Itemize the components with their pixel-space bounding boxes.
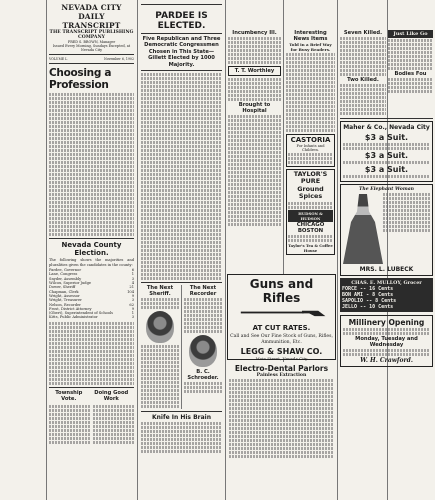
result-majority: 1 [131, 272, 134, 277]
interesting-news-heading: Interesting News Items [293, 30, 328, 42]
dental-ad-title: Electro-Dental Parlors [234, 364, 329, 373]
dental-ad-sub: Painless Extraction [256, 373, 307, 378]
result-majority: 6 [131, 268, 134, 273]
millinery-opening-ad [340, 315, 433, 367]
result-majority: 9 [131, 293, 134, 298]
column-1 [46, 0, 137, 500]
result-office: Wilcox, Superior Judge [49, 281, 91, 286]
castoria-ad [286, 134, 335, 167]
maher-suit-ad [340, 121, 433, 182]
result-majority: 21 [129, 285, 134, 290]
pardee-subhead: Five Republican and Three Democratic Congressmen Chosen in This State—Gillett Elected by 1000 Majority. [142, 36, 221, 68]
schroeder-name: B. C. Schroeder. [187, 369, 219, 382]
headline-pardee-elected: PARDEE IS ELECTED. [155, 11, 208, 31]
worthley-box: T. T. Worthley [228, 66, 281, 76]
result-office: Kitts, Public Administrator [49, 315, 98, 320]
result-office: Frost, District Attorney [49, 306, 92, 311]
taylor-spice-title: TAYLOR'S PURE Ground Spices [293, 170, 328, 201]
result-row [49, 315, 134, 319]
result-majority: 9 [131, 306, 134, 311]
result-majority: 4 [131, 281, 134, 286]
just-like-heading: Just Like Go [388, 30, 433, 38]
castoria-title: CASTORIA [290, 136, 331, 144]
result-majority: 3 [131, 276, 134, 281]
result-majority: 62 [129, 302, 134, 307]
column-2 [138, 0, 225, 500]
two-killed-heading: Two Killed. [347, 77, 379, 83]
guns-ad-subtitle: AT CUT RATES. [252, 324, 311, 332]
guns-ad-body: Call and See Our Fine Stock of Guns, Rifles, Ammunition, Etc. [230, 334, 333, 345]
result-majority: 1 [131, 311, 134, 316]
result-office: Lane, Congress [49, 272, 78, 277]
maher-title: Maher & Co., Nevada City [343, 124, 430, 131]
pardee-body [141, 73, 222, 280]
grocer-list [342, 286, 431, 310]
sheriff-portrait [146, 311, 174, 343]
hudson-label: HUDSON & HUDSON [288, 210, 333, 222]
busy-readers-subhead: Told in a Brief Way for Busy Readers. [289, 42, 332, 52]
result-office: Wright, Assessor [49, 293, 80, 298]
dental-ad [227, 362, 336, 500]
guns-ad-address: Main Street, Nevada City [255, 356, 308, 362]
grocer-item: FORCE -- 16 Cents [342, 286, 394, 292]
guns-ad-title: Guns and Rifles [249, 277, 314, 305]
township-row [49, 390, 134, 402]
lady-illustration [343, 194, 383, 264]
grocer-item: JELLO -- 10 Cents [342, 304, 394, 310]
grocer-item: SAPOLIO -- 8 Cents [342, 298, 397, 304]
masthead-title: NEVADA CITY DAILY TRANSCRIPT [61, 3, 122, 30]
hospital-heading: Brought to Hospital [238, 102, 271, 114]
knife-heading: Knife In His Brain [152, 414, 211, 422]
result-majority: 104 [127, 289, 134, 294]
castoria-sub: For Infants and Children. [296, 144, 325, 152]
crawford-signature: W. H. Crawford. [360, 357, 413, 365]
suit-price-3: $3 a Suit. [364, 165, 409, 174]
elephant-millinery-ad [340, 184, 433, 276]
election-heading: Nevada County Election. [61, 241, 122, 257]
election-intro: The following shows the majorities and pluralities given the candidates in the county: [49, 258, 134, 267]
township-heading: Township Vote. [55, 389, 83, 402]
mulloy-grocer-ad [340, 278, 433, 312]
next-recorder-heading: The Next Recorder [189, 285, 217, 298]
body-text-block [49, 93, 134, 236]
doing-good-heading: Doing Good Work [94, 389, 129, 402]
rifle-icon [234, 308, 334, 317]
result-office: Nelson, Recorder [49, 302, 81, 307]
masthead-tagline: Issued Every Morning, Sundays Excepted, at Nevada City [52, 44, 131, 52]
taylor-footer: Taylor's Tea & Coffee House [288, 242, 333, 253]
result-office: Dower, Sheriff [49, 285, 76, 290]
result-office: Chapman, Clerk [49, 289, 79, 294]
incumbency-heading: Incumbency Ill. [232, 30, 277, 36]
lubeck-name: MRS. L. LUBECK [359, 266, 414, 273]
millinery-heading: Millinery Opening [348, 318, 425, 327]
column-5 [338, 0, 435, 500]
guns-ad-firm: LEGG & SHAW CO. [240, 347, 323, 357]
result-majority: 3 [131, 315, 134, 320]
result-office: Pardee, Governor [49, 268, 82, 273]
seven-killed-heading: Seven Killed. [343, 30, 383, 36]
grocer-item: BON AMI - 8 Cents [342, 292, 394, 298]
bodies-found-heading: Bodies Fou [394, 71, 427, 77]
chicago-label: CHICAGO [296, 221, 325, 228]
taylor-spice-ad [286, 169, 335, 255]
issue-line: VOLUME L November 6, 1902 [49, 57, 134, 61]
result-majority: 3 [131, 298, 134, 303]
election-results-table [49, 268, 134, 320]
millinery-days: Monday, Tuesday and Wednesday [355, 336, 418, 349]
guns-rifles-ad [227, 274, 336, 360]
result-office: Snyder, Assembly [49, 276, 82, 281]
boston-label: BOSTON [297, 227, 324, 234]
mulloy-heading: CHAS. E. MULLOY, Grocer [351, 280, 422, 286]
next-sheriff-heading: The Next Sheriff. [146, 285, 174, 298]
column-4 [284, 0, 337, 272]
masthead-publisher: THE TRANSCRIPT PUBLISHING COMPANY [49, 30, 134, 40]
result-office: (Obert), Superintendent of Schools [49, 311, 113, 316]
recorder-portrait [189, 335, 217, 367]
headline-choosing-profession: Choosing a Profession [49, 67, 112, 91]
masthead-manager: FRED S. BROWN, Manager [67, 40, 116, 44]
suit-price-1: $3 a Suit. [364, 133, 409, 142]
result-office: Wright, Treasurer [49, 298, 82, 303]
suit-price-2: $3 a Suit. [364, 151, 409, 160]
elephant-heading: The Elephant Woman [358, 187, 415, 192]
